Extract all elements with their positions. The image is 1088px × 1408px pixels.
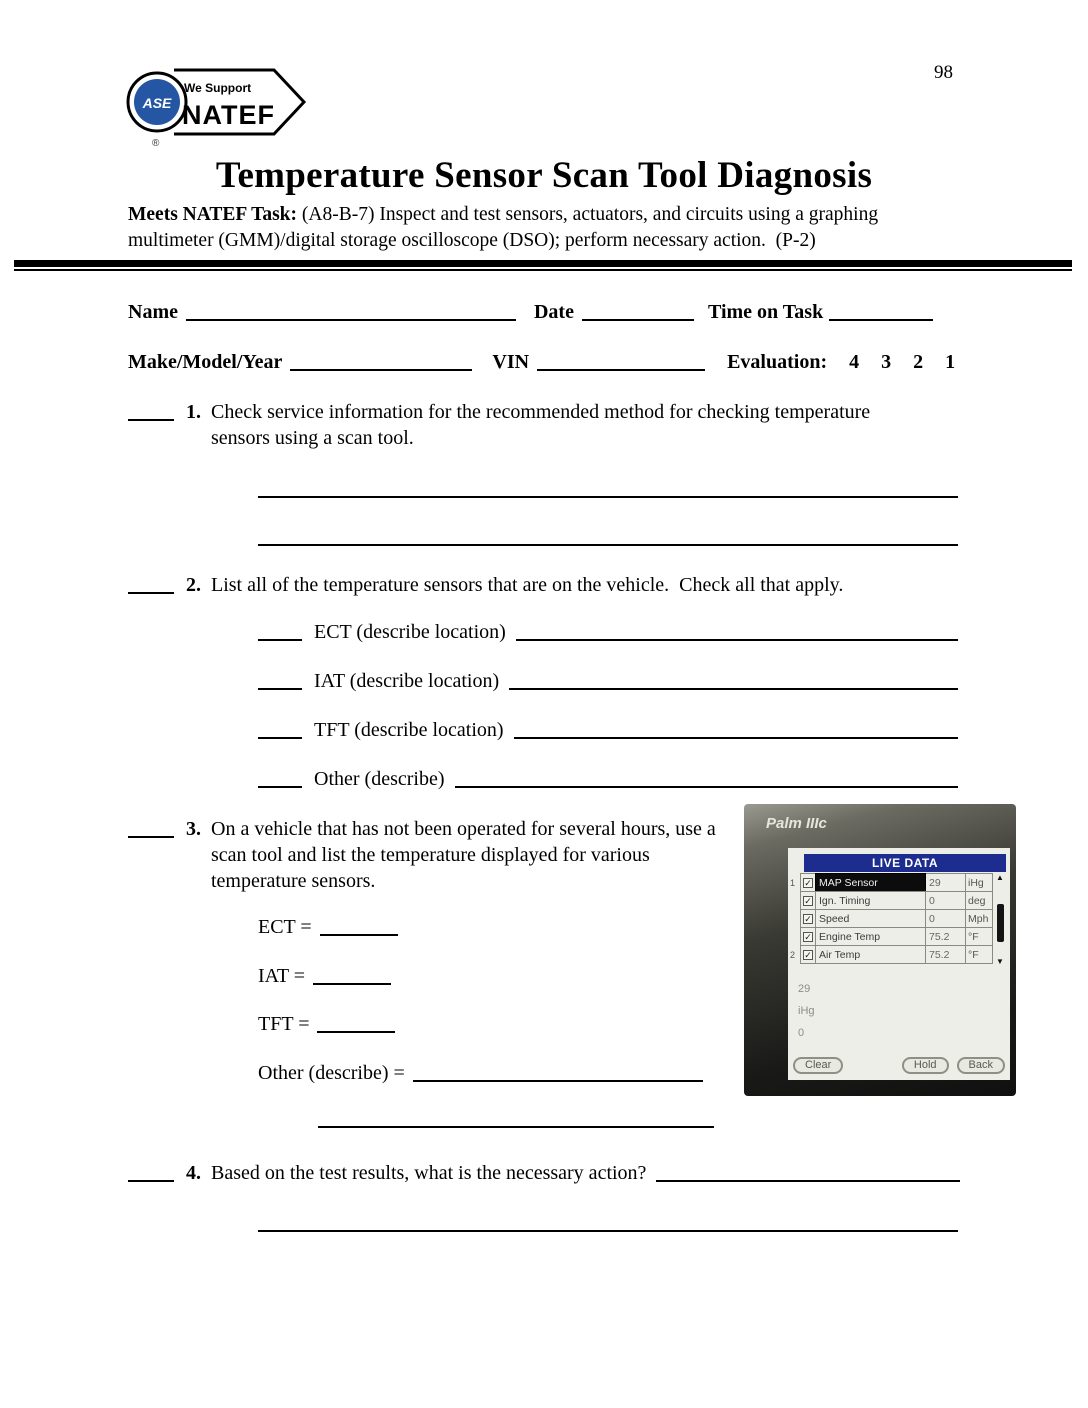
param-name: Ign. Timing bbox=[815, 891, 926, 910]
we-support-text: We Support bbox=[184, 81, 252, 95]
q4-score-blank[interactable] bbox=[128, 1164, 174, 1182]
clear-button: Clear bbox=[793, 1057, 843, 1074]
q4-text: Based on the test results, what is the necessary action? bbox=[211, 1162, 647, 1184]
param-unit: Mph bbox=[966, 909, 993, 928]
checkbox-icon: ✓ bbox=[804, 913, 812, 924]
iat-label: IAT (describe location) bbox=[314, 670, 500, 692]
header-divider bbox=[14, 260, 1072, 271]
param-unit: °F bbox=[966, 927, 993, 946]
q1-number: 1. bbox=[186, 401, 201, 423]
param-name: Speed bbox=[815, 909, 926, 928]
task-text: (A8-B-7) Inspect and test sensors, actuators, and circuits using a graphing multimeter (GMM)/digital storage oscilloscope (DSO); perform necessary action. (P-2) bbox=[128, 204, 883, 251]
natef-logo bbox=[124, 54, 316, 157]
table-row-map-sensor bbox=[790, 873, 993, 892]
back-button: Back bbox=[957, 1057, 1005, 1074]
page-number: 98 bbox=[934, 62, 953, 83]
q4-answer-line[interactable] bbox=[258, 1212, 958, 1232]
q4-answer-inline-blank[interactable] bbox=[656, 1164, 960, 1182]
scan-tool-photo bbox=[744, 804, 1016, 1096]
row-index: 2 bbox=[790, 949, 796, 960]
q2-text: List all of the temperature sensors that are on the vehicle. Check all that apply. bbox=[211, 574, 844, 596]
iat-reading-row bbox=[258, 964, 391, 988]
option-tft bbox=[258, 718, 958, 742]
name-blank[interactable] bbox=[186, 303, 516, 321]
other-check-blank[interactable] bbox=[258, 770, 302, 788]
option-iat bbox=[258, 669, 958, 693]
side-value: iHg bbox=[798, 1005, 815, 1017]
q1-answer-line-2[interactable] bbox=[258, 526, 958, 546]
vin-blank[interactable] bbox=[537, 353, 705, 371]
checkbox-icon: ✓ bbox=[804, 895, 812, 906]
iat-location-blank[interactable] bbox=[509, 672, 958, 690]
q4-number: 4. bbox=[186, 1162, 201, 1184]
ect-location-blank[interactable] bbox=[516, 623, 958, 641]
other-describe-blank[interactable] bbox=[455, 770, 959, 788]
iat-reading-label: IAT = bbox=[258, 965, 306, 987]
side-value: 29 bbox=[798, 983, 811, 995]
q2-score-blank[interactable] bbox=[128, 576, 174, 594]
row-index bbox=[790, 909, 800, 928]
device-name: Palm IIIc bbox=[766, 815, 827, 832]
make-vin-row bbox=[128, 350, 964, 374]
param-name: Air Temp bbox=[815, 945, 926, 964]
table-row-engine-temp bbox=[790, 927, 993, 946]
table-row-air-temp bbox=[790, 945, 993, 964]
param-value: 75.2 bbox=[926, 927, 966, 946]
evaluation-2: 2 bbox=[913, 351, 924, 373]
ect-check-blank[interactable] bbox=[258, 623, 302, 641]
checkbox-icon: ✓ bbox=[804, 949, 812, 960]
tft-reading-label: TFT = bbox=[258, 1013, 310, 1035]
table-row-ign-timing bbox=[790, 891, 993, 910]
param-value: 0 bbox=[926, 891, 966, 910]
ase-text: ASE bbox=[142, 95, 172, 111]
scan-tool-screen bbox=[788, 848, 1010, 1080]
evaluation-1: 1 bbox=[945, 351, 956, 373]
option-ect bbox=[258, 620, 958, 644]
other-reading-blank[interactable] bbox=[413, 1064, 703, 1082]
row-index bbox=[790, 891, 800, 910]
q1-text: Check service information for the recommended method for checking temperature sensors using a scan tool. bbox=[211, 401, 876, 449]
scrollbar bbox=[994, 873, 1006, 966]
make-model-year-label: Make/Model/Year bbox=[128, 351, 283, 373]
tft-location-blank[interactable] bbox=[514, 721, 958, 739]
param-unit: °F bbox=[966, 945, 993, 964]
param-name: Engine Temp bbox=[815, 927, 926, 946]
name-date-row bbox=[128, 300, 960, 324]
q1-answer-line-1[interactable] bbox=[258, 478, 958, 498]
page-title: Temperature Sensor Scan Tool Diagnosis bbox=[215, 155, 873, 196]
option-other bbox=[258, 767, 958, 791]
q3-score-blank[interactable] bbox=[128, 820, 174, 838]
param-value: 0 bbox=[926, 909, 966, 928]
row-index: 1 bbox=[790, 877, 796, 888]
question-4 bbox=[128, 1160, 960, 1186]
ect-reading-row bbox=[258, 915, 398, 939]
make-model-year-blank[interactable] bbox=[290, 353, 472, 371]
checkbox-icon: ✓ bbox=[804, 931, 812, 942]
checkbox-icon: ✓ bbox=[804, 877, 812, 888]
iat-check-blank[interactable] bbox=[258, 672, 302, 690]
param-unit: deg bbox=[966, 891, 993, 910]
scroll-up-icon: ▲ bbox=[996, 873, 1004, 882]
scroll-down-icon: ▼ bbox=[996, 957, 1004, 966]
scrollbar-thumb bbox=[997, 904, 1004, 942]
name-label: Name bbox=[128, 301, 178, 323]
q3-text: On a vehicle that has not been operated for several hours, use a scan tool and list the temperature displayed for various temperature sensors. bbox=[211, 818, 721, 892]
live-data-table bbox=[790, 873, 1006, 964]
tft-reading-blank[interactable] bbox=[317, 1015, 395, 1033]
ect-label: ECT (describe location) bbox=[314, 621, 506, 643]
iat-reading-blank[interactable] bbox=[313, 967, 391, 985]
live-data-title: LIVE DATA bbox=[804, 854, 1006, 872]
side-readout bbox=[798, 978, 815, 1044]
natef-logo-graphic bbox=[124, 54, 316, 152]
date-label: Date bbox=[533, 301, 574, 323]
question-1 bbox=[128, 399, 968, 451]
param-value: 75.2 bbox=[926, 945, 966, 964]
task-label: Meets NATEF Task: bbox=[128, 204, 298, 225]
evaluation-3: 3 bbox=[881, 351, 892, 373]
other-label: Other (describe) bbox=[314, 768, 445, 790]
question-3 bbox=[128, 816, 748, 894]
tft-label: TFT (describe location) bbox=[314, 719, 504, 741]
screen-buttons bbox=[793, 1057, 1005, 1074]
q3-number: 3. bbox=[186, 818, 201, 840]
ect-reading-label: ECT = bbox=[258, 916, 312, 938]
evaluation-label: Evaluation: bbox=[727, 351, 828, 373]
evaluation-4: 4 bbox=[849, 351, 860, 373]
other-reading-row bbox=[258, 1061, 703, 1085]
vin-label: VIN bbox=[492, 351, 530, 373]
table-row-speed bbox=[790, 909, 993, 928]
side-value: 0 bbox=[798, 1027, 805, 1039]
tft-reading-row bbox=[258, 1012, 395, 1036]
q2-number: 2. bbox=[186, 574, 201, 596]
param-unit: iHg bbox=[966, 873, 993, 892]
natef-text: NATEF bbox=[182, 100, 275, 130]
question-2 bbox=[128, 572, 973, 598]
other-reading-label: Other (describe) = bbox=[258, 1062, 405, 1084]
q1-score-blank[interactable] bbox=[128, 403, 174, 421]
date-blank[interactable] bbox=[582, 303, 694, 321]
time-on-task-label: Time on Task bbox=[707, 301, 824, 323]
registered-mark: ® bbox=[152, 138, 160, 149]
param-name: MAP Sensor bbox=[815, 873, 926, 892]
param-value: 29 bbox=[926, 873, 966, 892]
natef-task-statement bbox=[128, 202, 964, 254]
time-on-task-blank[interactable] bbox=[829, 303, 933, 321]
ect-reading-blank[interactable] bbox=[320, 918, 398, 936]
other-reading-continuation-line[interactable] bbox=[318, 1108, 714, 1128]
tft-check-blank[interactable] bbox=[258, 721, 302, 739]
row-index bbox=[790, 927, 800, 946]
hold-button: Hold bbox=[902, 1057, 949, 1074]
